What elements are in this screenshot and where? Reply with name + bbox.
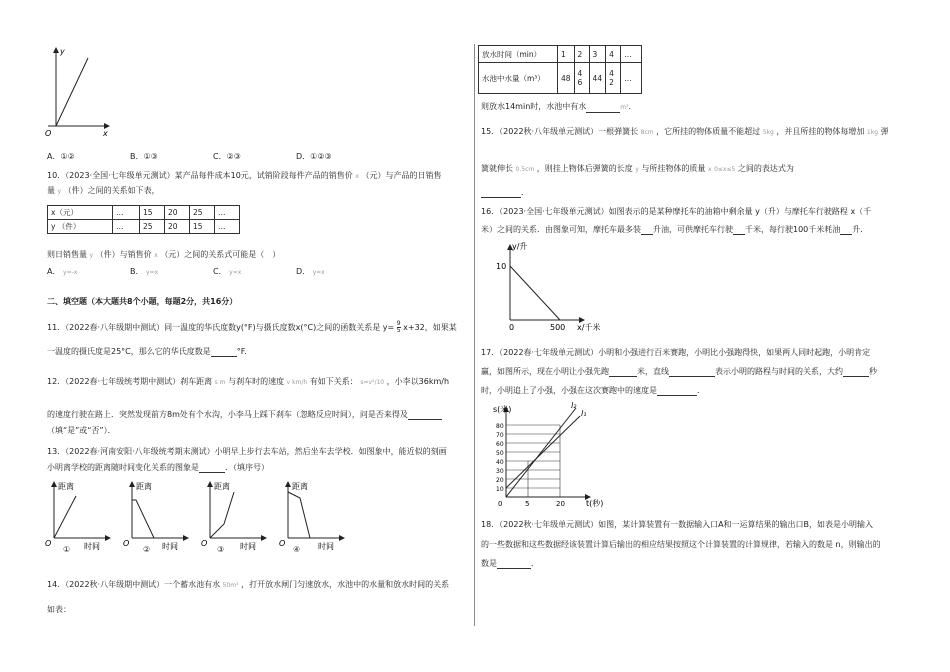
answer-blank[interactable]: [641, 225, 653, 235]
y-tick-label: 10: [496, 262, 507, 271]
answer-blank[interactable]: [657, 386, 697, 396]
y-tick-label: 50: [496, 450, 504, 457]
origin-label: O: [45, 539, 52, 548]
y-label: s(米): [493, 405, 512, 414]
y-tick-label: 70: [496, 432, 504, 439]
q12-line2: 的速度行驶在路上．突然发现前方8m处有个水沟，小李马上踩下刹车（忽略反应时间），问是否来得及: [47, 409, 442, 420]
y-label: y: [60, 47, 65, 56]
q17-line2: 赢，如图所示，现在小明让小强先跑 米，直线 表示小明的路程与时间的关系，大约 秒: [481, 367, 877, 376]
q9-option-b[interactable]: B．①③: [130, 152, 158, 161]
table-cell: …: [621, 63, 642, 94]
y-arrow-icon: [207, 481, 213, 487]
q13-graph-4[interactable]: [278, 478, 350, 552]
origin-label: O: [279, 539, 286, 548]
answer-blank[interactable]: [733, 225, 745, 235]
x-tick-label: 5: [525, 500, 530, 508]
x-label: 时间: [84, 542, 100, 551]
q13-line2: 小明离学校的距离随时间变化关系的图象是 ．（填序号）: [47, 463, 269, 472]
table-row: [479, 46, 642, 63]
answer-blank[interactable]: [497, 559, 531, 569]
y-label: 距离: [214, 482, 230, 491]
q15-line3: ．: [481, 187, 529, 198]
table-cell: …: [113, 206, 140, 220]
table-cell: 20: [165, 206, 190, 220]
q18-line3: 数是 ．: [481, 559, 539, 568]
q13-line1: 13．（2022春·河南安阳·八年级统考期末测试）小明早上步行去车站，然后坐车去学校．如图象中，能近似的刻画: [47, 447, 447, 456]
q17-race-graph: [488, 400, 628, 512]
q16-line1: 16．（2023·全国·七年级单元测试）如图表示的是某种摩托车的油箱中剩余量 y（升）与摩托车行驶路程 x（千: [481, 207, 872, 216]
table-cell: …: [215, 206, 240, 220]
section-heading: 二、填空题（本大题共8个小题，每题2分，共16分）: [47, 297, 238, 306]
answer-blank[interactable]: [408, 410, 442, 420]
q16-fuel-graph: [490, 240, 640, 332]
origin-label: 0: [509, 323, 515, 332]
line-l2: [506, 408, 576, 497]
q13-graph-1-number: ①: [63, 545, 71, 554]
y-label: 距离: [58, 482, 74, 491]
y-tick-label: 60: [496, 441, 504, 448]
q13-graph-2[interactable]: [122, 478, 194, 552]
origin-label: O: [123, 539, 130, 548]
table-cell: 水池中水量（m³）: [479, 63, 558, 94]
x-label: x/千米: [577, 323, 601, 332]
table-cell: …: [621, 46, 642, 63]
table-cell: 3: [589, 46, 606, 63]
q13-graph-3[interactable]: [200, 478, 272, 552]
fuel-line: [510, 266, 560, 320]
y-tick-label: 80: [496, 423, 504, 430]
table-cell: 42: [606, 63, 621, 94]
table-cell: 46: [574, 63, 589, 94]
top-linear-graph: [40, 44, 115, 136]
table-cell: …: [215, 220, 240, 234]
q10-line3: 则日销售量 y （件）与销售价 x （元）之间的关系式可能是（ ）: [47, 250, 281, 259]
answer-blank[interactable]: [211, 347, 237, 357]
table-cell: 25: [190, 206, 215, 220]
y-arrow-icon: [129, 481, 135, 487]
q13-graph-3-number: ③: [217, 545, 225, 554]
q16-line2: 米）之间的关系．由图象可知，摩托车最多装 升油，可供摩托车行驶 千米，每行驶100千米耗油 升.: [481, 225, 863, 234]
q10-option-b[interactable]: B． y=x: [130, 267, 159, 276]
table-cell: …: [113, 220, 140, 234]
origin-label: 0: [498, 500, 503, 508]
q17-line1: 17．（2022春·七年级单元测试）小明和小强进行百米赛跑，小明比小强跑得快，如果两人同时起跑，小明肯定: [481, 348, 871, 357]
table-cell: 放水时间（min）: [479, 46, 558, 63]
graph-line: [56, 58, 88, 126]
origin-label: O: [201, 539, 208, 548]
q9-option-c[interactable]: C．②③: [213, 152, 241, 161]
table-cell: 25: [140, 220, 165, 234]
q12-line3: （填“是”或“否”）．: [47, 426, 116, 435]
x-arrow-icon: [183, 535, 189, 541]
q10-table: [47, 205, 240, 234]
q10-line1: 10．（2023·全国·七年级单元测试）某产品每件成本10元，试销阶段每件产品的销售价 x （元）与产品的日销售: [47, 171, 442, 180]
q15-line2: 簧就伸长 0.5cm ，则挂上物体后弹簧的长度 y 与所挂物体的质量 x 0≤x≤5 之间的表达式为: [481, 164, 794, 173]
q12-line1: 12．（2022春·七年级统考期中测试）刹车距离 s m 与刹车时的速度 v km/h 有如下关系： s=v²/10 ，小李以36km/h: [47, 377, 450, 386]
table-cell: 20: [165, 220, 190, 234]
q13-graph-4-number: ④: [293, 545, 301, 554]
answer-blank[interactable]: [843, 367, 869, 377]
y-tick-label: 20: [496, 477, 504, 484]
q11-line2: 一温度的摄氏度是25°C，那么它的华氏度数是 °F.: [47, 347, 247, 356]
q10-option-c[interactable]: C． y=x: [213, 267, 242, 276]
answer-blank[interactable]: [481, 188, 521, 198]
q10-option-d[interactable]: D． y=x: [296, 267, 325, 276]
line-label-l1: l₁: [581, 409, 587, 418]
x-tick-label: 20: [556, 500, 565, 508]
q15-line1: 15．（2022秋·八年级单元测试）一根弹簧长 8cm ，它所挂的物体质量不能超过 5kg ，并且所挂的物体每增加 1kg 弹: [481, 127, 889, 136]
table-cell: 4: [606, 46, 621, 63]
q18-line1: 18．（2022秋·七年级单元测试）如图，某计算装置有一数据输入口A和一运算结果的输出口B，如表是小明输入: [481, 520, 874, 529]
table-row: [48, 206, 240, 220]
column-divider: [474, 44, 475, 626]
q10-option-a[interactable]: A． y=-x: [47, 267, 78, 276]
y-arrow-icon: [51, 481, 57, 487]
q18-line2: 的一些数据和这些数据经该装置计算后输出的相应结果按照这个计算装置的计算规律，若输入的数是 n，则输出的: [481, 540, 881, 549]
q13-graph-1[interactable]: [44, 478, 116, 552]
y-tick-label: 40: [496, 459, 504, 466]
q11-line1: 11．（2022春·八年级期中测试）同一温度的华氏度数y(°F)与摄氏度数x(°C)之间的函数关系是 y= $\frac{9}{5}$ x+32，如果某: [47, 320, 457, 334]
q17-line3: 时，小明追上了小强，小强在这次赛跑中的速度是 ．: [481, 386, 705, 395]
answer-blank[interactable]: [840, 225, 852, 235]
x-arrow-icon: [105, 535, 111, 541]
fraction: $\frac{9}{5}$: [396, 320, 401, 334]
y-arrow-icon: [53, 47, 59, 53]
q13-graph-2-number: ②: [143, 545, 151, 554]
q14-table: [478, 45, 642, 94]
answer-blank[interactable]: [586, 103, 620, 113]
table-cell: 15: [190, 220, 215, 234]
q9-option-d[interactable]: D．①②③: [296, 152, 332, 161]
x-tick-label: 500: [550, 323, 566, 332]
q14-line2: 如表：: [47, 605, 71, 614]
table-cell: y （件）: [48, 220, 113, 234]
q9-option-a[interactable]: A．①②: [47, 152, 75, 161]
y-label: 距离: [292, 482, 308, 491]
table-cell: 44: [589, 63, 606, 94]
answer-blank[interactable]: [669, 367, 715, 377]
y-arrow-icon: [285, 481, 291, 487]
origin-label: O: [45, 129, 52, 136]
x-arrow-icon: [261, 535, 267, 541]
y-tick-label: 30: [496, 468, 504, 475]
q14-after: 则放水14min时，水池中有水 m³．: [481, 102, 637, 111]
y-tick-label: 10: [496, 486, 504, 493]
x-label: t(秒): [586, 499, 604, 508]
x-label: 时间: [240, 542, 256, 551]
table-cell: 1: [558, 46, 575, 63]
q14-line1: 14．（2022秋·八年级期中测试）一个蓄水池有水 50m³ ，打开放水闸门匀速放水，水池中的水量和放水时间的关系: [47, 580, 450, 589]
x-label: 时间: [162, 542, 178, 551]
y-label: y/升: [512, 242, 528, 251]
table-cell: x（元）: [48, 206, 113, 220]
table-cell: 48: [558, 63, 575, 94]
q10-line2: 量 y （件）之间的关系如下表，: [47, 186, 160, 195]
x-label: 时间: [318, 542, 334, 551]
line-label-l2: l₂: [571, 401, 577, 410]
answer-blank[interactable]: [609, 367, 637, 377]
answer-blank[interactable]: [199, 463, 225, 473]
table-cell: 2: [574, 46, 589, 63]
table-row: [48, 220, 240, 234]
x-label: x: [103, 129, 108, 136]
table-row: [479, 63, 642, 94]
y-label: 距离: [136, 482, 152, 491]
x-arrow-icon: [339, 535, 345, 541]
table-cell: 15: [140, 206, 165, 220]
